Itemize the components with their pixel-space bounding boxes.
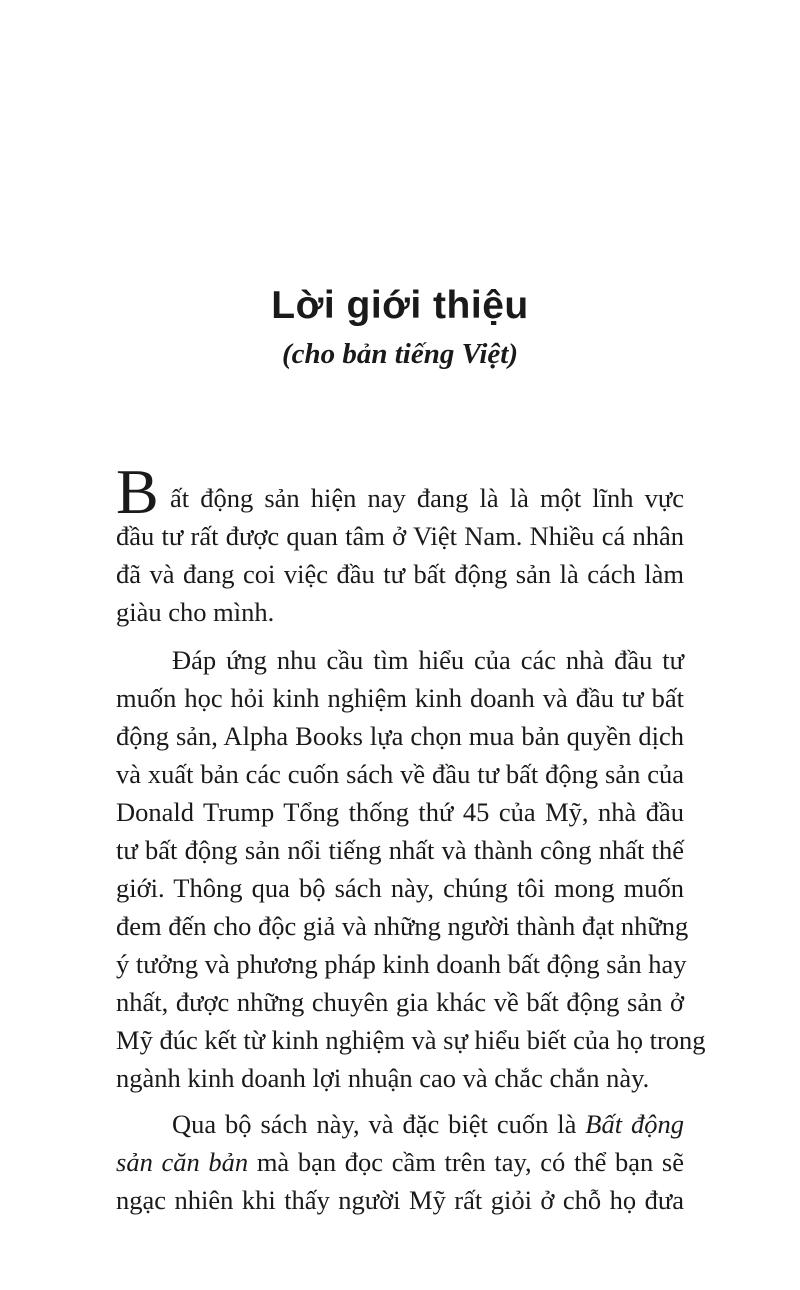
paragraph-2-line-11: Mỹ đúc kết từ kinh nghiệm và sự hiểu biết của họ trong [116, 1025, 706, 1055]
line-text: mà bạn đọc cầm trên tay, có thể bạn sẽ [248, 1147, 684, 1177]
paragraph-1-line-1 [116, 456, 684, 527]
line-text: Qua bộ sách này, và đặc biệt cuốn là [172, 1109, 586, 1139]
paragraph-2-line-10: nhất, được những chuyên gia khác về bất động sản ở [116, 987, 684, 1017]
paragraph-2-line-3: động sản, Alpha Books lựa chọn mua bản quyền dịch [116, 721, 684, 751]
paragraph-2-line-8: đem đến cho độc giả và những người thành đạt những [116, 911, 689, 941]
line-text: ất động sản hiện nay đang là là một lĩnh vực [170, 483, 684, 513]
paragraph-1-line-4: giàu cho mình. [116, 597, 275, 627]
paragraph-2-line-2: muốn học hỏi kinh nghiệm kinh doanh và đầu tư bất [116, 683, 684, 713]
paragraph-2-line-7: giới. Thông qua bộ sách này, chúng tôi mong muốn [116, 873, 684, 903]
paragraph-3-line-2 [116, 1142, 684, 1182]
book-title-italic: Bất động [585, 1109, 684, 1139]
drop-cap: B [116, 456, 159, 527]
paragraph-2-line-4: và xuất bản các cuốn sách về đầu tư bất động sản của [116, 759, 684, 789]
page-title: Lời giới thiệu [271, 284, 529, 327]
paragraph-2-line-12: ngành kinh doanh lợi nhuận cao và chắc chắn này. [116, 1063, 650, 1093]
paragraph-3-line-3: ngạc nhiên khi thấy người Mỹ rất giỏi ở chỗ họ đưa [116, 1185, 684, 1215]
paragraph-2-line-9: ý tưởng và phương pháp kinh doanh bất động sản hay [116, 949, 687, 979]
paragraph-2-line-5: Donald Trump Tổng thống thứ 45 của Mỹ, nhà đầu [116, 797, 684, 827]
paragraph-2-line-6: tư bất động sản nổi tiếng nhất và thành công nhất thế [116, 835, 684, 865]
paragraph-1-line-2: đầu tư rất được quan tâm ở Việt Nam. Nhiều cá nhân [116, 521, 684, 551]
paragraph-3-line-1 [172, 1104, 684, 1144]
book-title-italic: sản căn bản [116, 1147, 249, 1177]
paragraph-1-line-3: đã và đang coi việc đầu tư bất động sản là cách làm [116, 559, 684, 589]
page-subtitle: (cho bản tiếng Việt) [281, 338, 519, 370]
paragraph-2-line-1: Đáp ứng nhu cầu tìm hiểu của các nhà đầu tư [172, 645, 684, 675]
